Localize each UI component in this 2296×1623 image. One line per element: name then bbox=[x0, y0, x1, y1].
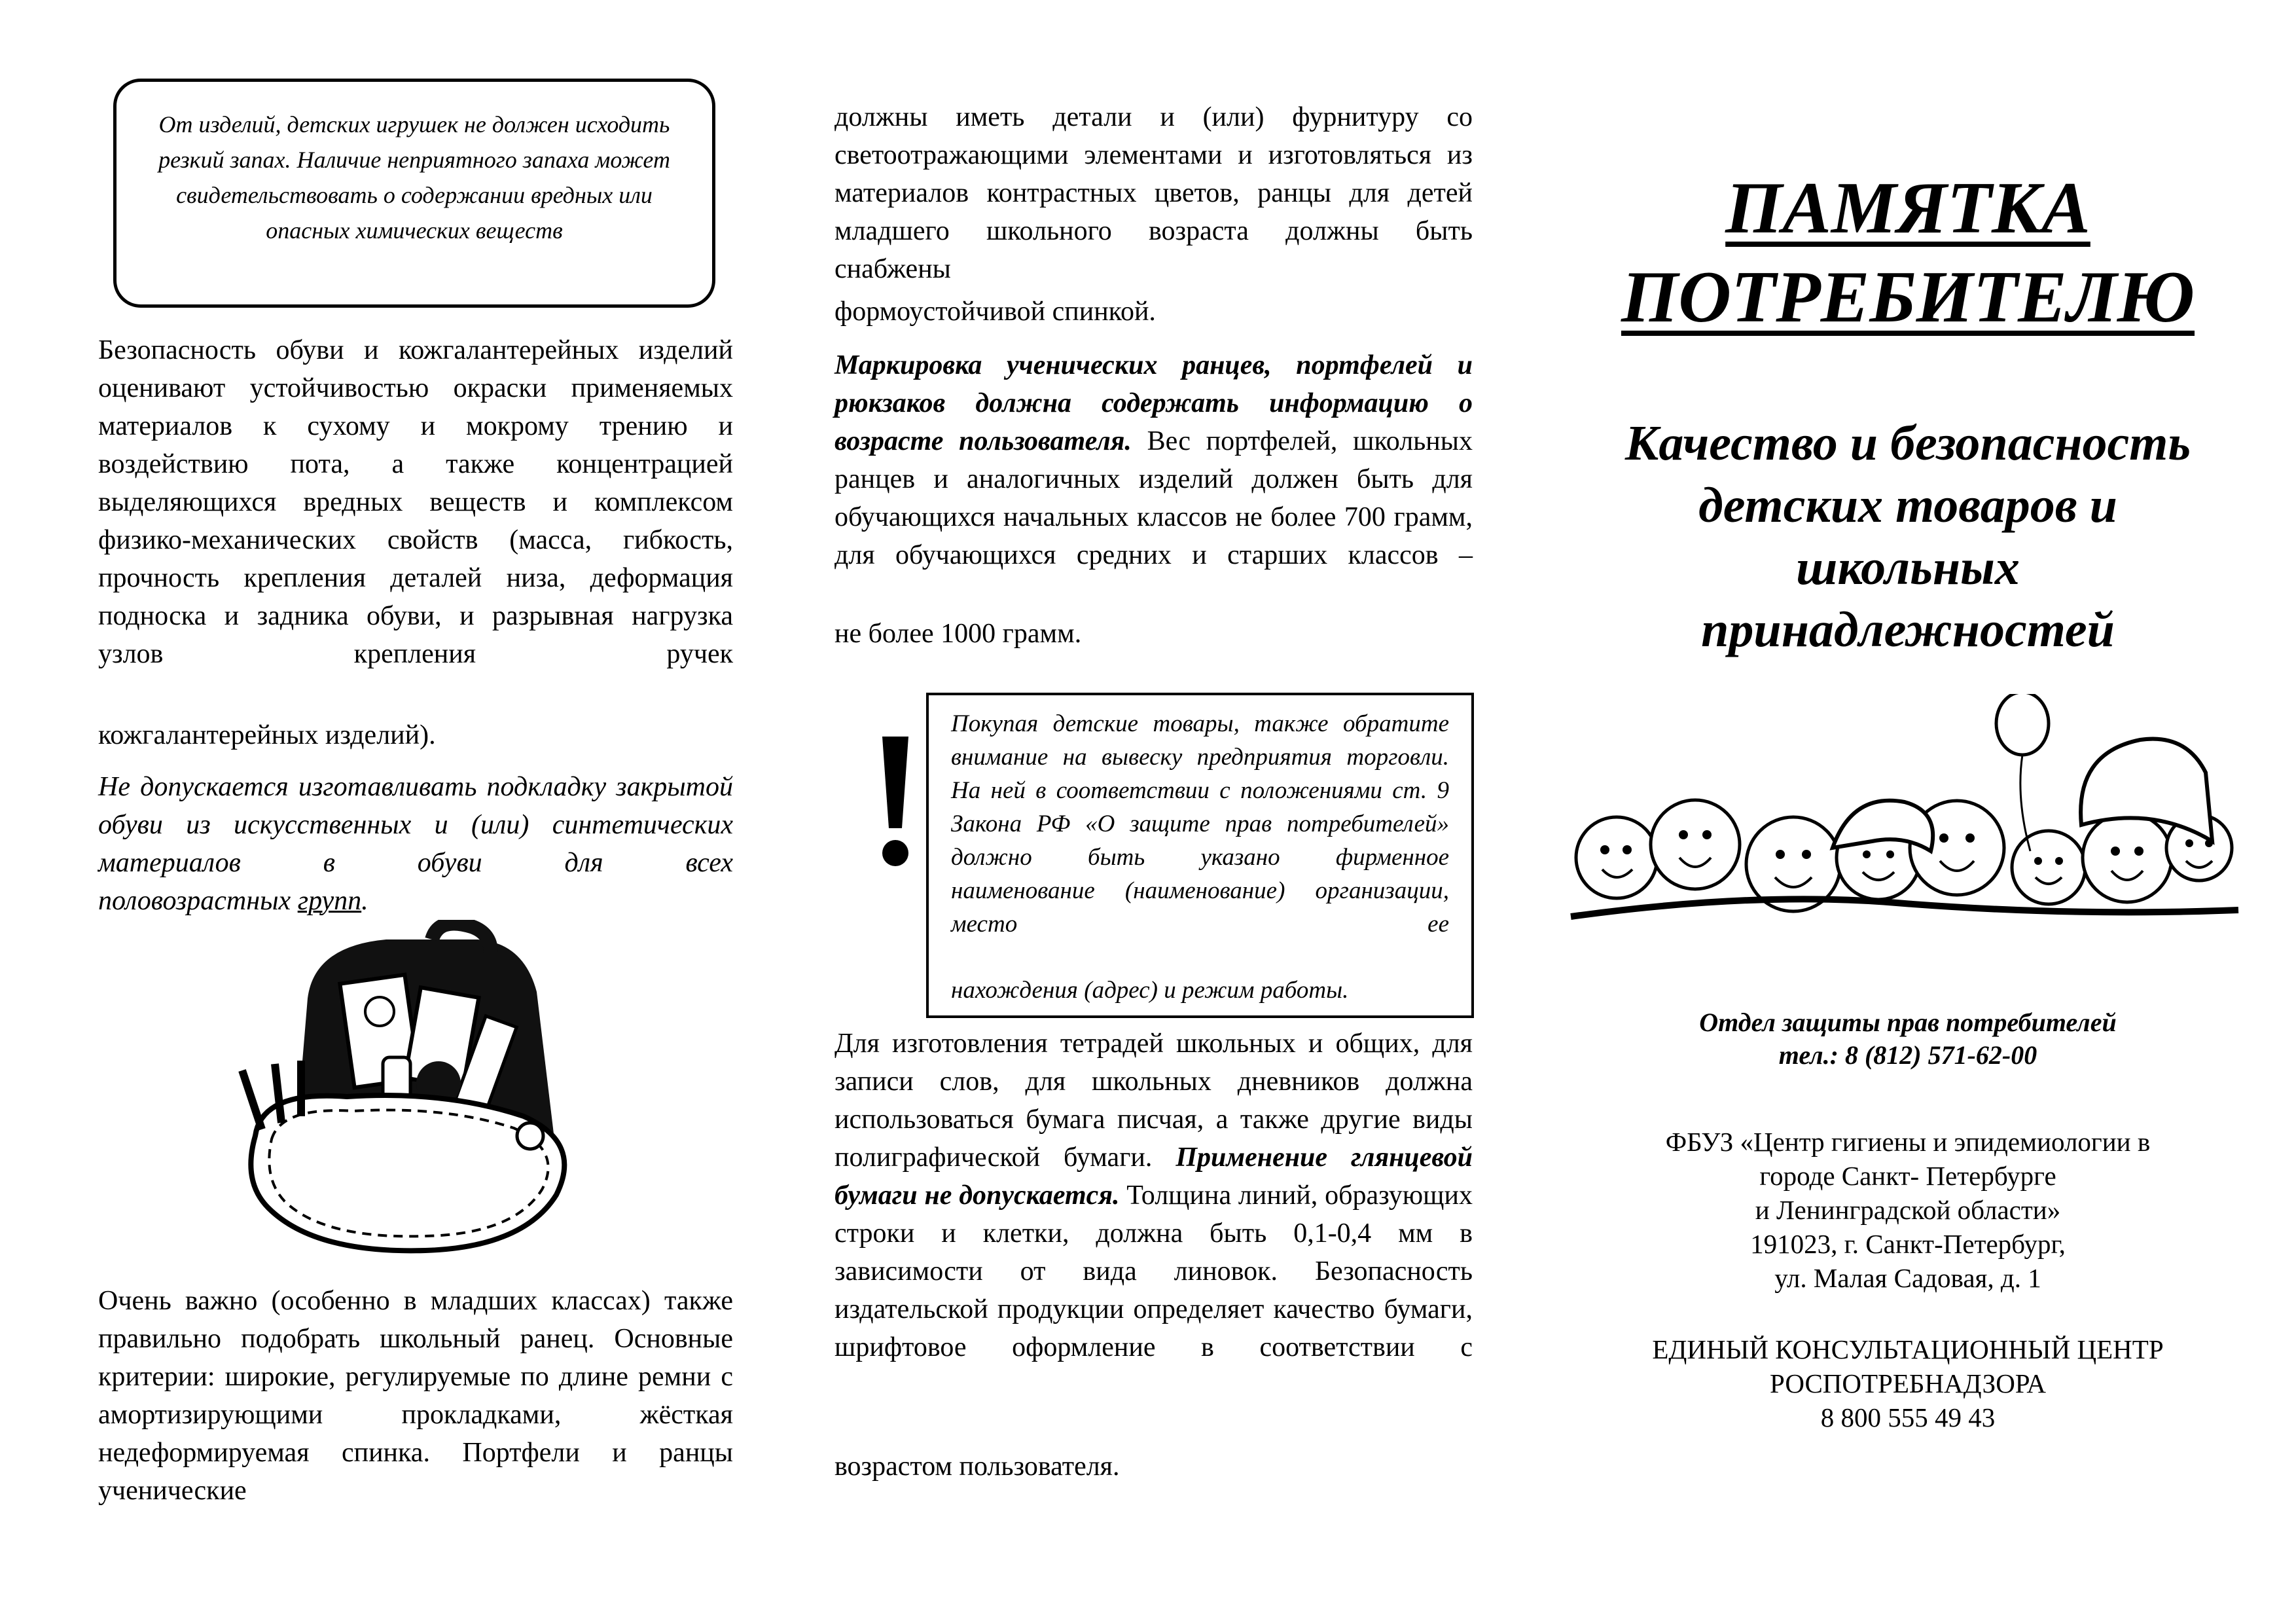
labeling-bold-text: Маркировка ученических ранцев, портфелей и рюкзаков должна содержать информацию о возрасте пользователя. bbox=[834, 350, 1473, 456]
store-signboard-text-end: нахождения (адрес) и режим работы. bbox=[951, 977, 1349, 1004]
center-phone: 8 800 555 49 43 bbox=[1820, 1402, 1996, 1432]
org-line-4: 191023, г. Санкт-Петербург, bbox=[1750, 1229, 2066, 1259]
footwear-safety-paragraph-end: кожгалантерейных изделий). bbox=[98, 720, 436, 750]
glossy-paper-bold-text: Применение глянцевой бумаги не допускается. bbox=[834, 1142, 1473, 1211]
reflective-elements-paragraph-end: формоустойчивой спинкой. bbox=[834, 297, 1156, 327]
lining-restriction-paragraph-end bbox=[98, 882, 733, 920]
store-signboard-text: Покупая детские товары, также обратите внимание на вывеску предприятия торговли. На ней в соответствии с положениями ст. 9 Закона РФ «О защите прав потребителей» должно быть указано фирменное наименование (наименование) организации, место ее bbox=[951, 710, 1449, 938]
subtitle-line-2: детских товаров и bbox=[1698, 478, 2117, 533]
exclamation-icon bbox=[876, 737, 915, 867]
subtitle-line-3: школьных bbox=[1796, 540, 2020, 595]
center-line-1: ЕДИНЫЙ КОНСУЛЬТАЦИОННЫЙ ЦЕНТР bbox=[1652, 1334, 2164, 1364]
title-line-2: ПОТРЕБИТЕЛЮ bbox=[1621, 257, 2195, 338]
children-illustration bbox=[1564, 694, 2245, 956]
organization-address bbox=[1564, 1125, 2251, 1295]
reflective-elements-paragraph: должны иметь детали и (или) фурнитуру со светоотражающими элементами и изготовляться из материалов контрастных цветов, ранцы для детей младшего школьного возраста должны быть снабжены bbox=[834, 102, 1473, 284]
paper-text-rest: Толщина линий, образующих строки и клетки, должна быть 0,1-0,4 мм в зависимости от вида линовок. Безопасность издательской продукции определяет качество бумаги, шрифтовое оформление в соответствии с bbox=[834, 1180, 1473, 1362]
subtitle-line-1: Качество и безопасность bbox=[1624, 416, 2191, 471]
department-name: Отдел защиты прав потребителей bbox=[1699, 1008, 2117, 1037]
org-line-3: и Ленинградской области» bbox=[1755, 1195, 2061, 1225]
lining-restriction-paragraph: Не допускается изготавливать подкладку закрытой обуви из искусственных и (или) синтетических материалов в обуви для всех bbox=[98, 772, 733, 878]
school-bag-illustration bbox=[216, 920, 609, 1260]
page-title bbox=[1564, 164, 2251, 342]
org-line-5: ул. Малая Садовая, д. 1 bbox=[1774, 1263, 2041, 1293]
notebook-paper-paragraph bbox=[834, 1025, 1473, 1366]
consultation-center bbox=[1564, 1332, 2251, 1434]
store-signboard-note bbox=[926, 693, 1474, 1018]
lining-tail-period: . bbox=[361, 886, 368, 916]
subtitle bbox=[1564, 412, 2251, 661]
school-bag-criteria-paragraph: Очень важно (особенно в младших классах) также правильно подобрать школьный ранец. Основные критерии: широкие, регулируемые по длине ремни с амортизирующими прокладками, жёсткая недеформируемая спинка. Портфели и ранцы ученические bbox=[98, 1286, 733, 1506]
department-phone: тел.: 8 (812) 571-62-00 bbox=[1778, 1040, 2037, 1070]
title-line-1: ПАМЯТКА bbox=[1725, 168, 2090, 249]
smell-warning-box bbox=[113, 79, 715, 308]
org-line-2: городе Санкт- Петербурге bbox=[1759, 1161, 2056, 1191]
labeling-weight-paragraph bbox=[834, 346, 1473, 574]
center-line-2: РОСПОТРЕБНАДЗОРА bbox=[1770, 1368, 2046, 1398]
paper-text-start: Для изготовления тетрадей школьных и общих, для записи слов, для школьных дневников должна использоваться бумага писчая, а также другие виды полиграфической бумаги. bbox=[834, 1029, 1473, 1173]
subtitle-line-4: принадлежностей bbox=[1701, 602, 2115, 657]
consumer-rights-department bbox=[1564, 1006, 2251, 1072]
weight-text: Вес портфелей, школьных ранцев и аналогичных изделий должен быть для обучающихся начальных классов не более 700 грамм, для обучающихся средних и старших классов – bbox=[834, 426, 1473, 570]
labeling-weight-paragraph-end: не более 1000 грамм. bbox=[834, 619, 1082, 649]
footwear-safety-paragraph: Безопасность обуви и кожгалантерейных изделий оценивают устойчивостью окраски применяемых материалов к сухому и мокрому трению и воздействию пота, а также концентрацией выделяющихся вредных веществ и комплексом физико-механических свойств (масса, гибкость, прочность крепления деталей низа, деформация подноска и задника обуви, и разрывная нагрузка узлов крепления ручек bbox=[98, 335, 733, 669]
notebook-paper-paragraph-end: возрастом пользователя. bbox=[834, 1451, 1120, 1482]
lining-tail-underlined: групп bbox=[297, 886, 362, 916]
smell-warning-text: От изделий, детских игрушек не должен исходить резкий запах. Наличие неприятного запаха может свидетельствовать о содержании вредных или опасных химических веществ bbox=[158, 111, 670, 244]
org-line-1: ФБУЗ «Центр гигиены и эпидемиологии в bbox=[1665, 1127, 2151, 1157]
lining-tail-text: половозрастных bbox=[98, 886, 298, 916]
